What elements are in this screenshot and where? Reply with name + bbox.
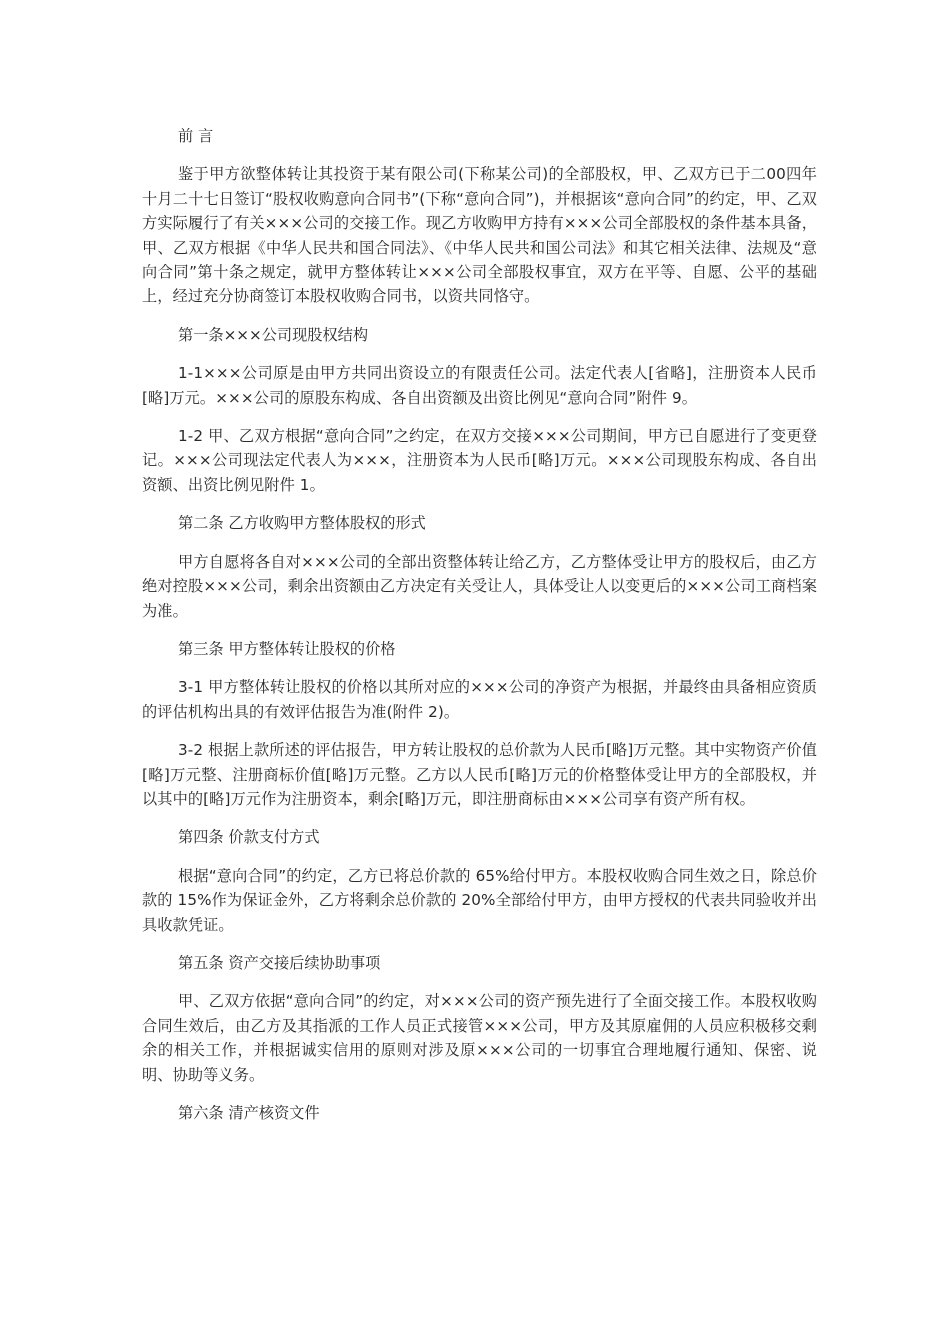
clause-1-1: 1-1×××公司原是由甲方共同出资设立的有限责任公司。法定代表人[省略]，注册资本人民币[略]万元。×××公司的原股东构成、各自出资额及出资比例见“意向合同”附件 9。 <box>142 364 817 407</box>
preface-title: 前 言 <box>178 127 214 145</box>
article-5-paragraph: 甲、乙双方依据“意向合同”的约定，对×××公司的资产预先进行了全面交接工作。本股权收购合同生效后，由乙方及其指派的工作人员正式接管×××公司，甲方及其原雇佣的人员应积极移交剩余的相关工作，并根据诚实信用的原则对涉及原×××公司的一切事宜合理地履行通知、保密、说明、协助等义务。 <box>142 992 817 1084</box>
clause-3-2: 3-2 根据上款所述的评估报告，甲方转让股权的总价款为人民币[略]万元整。其中实物资产价值[略]万元整、注册商标价值[略]万元整。乙方以人民币[略]万元的价格整体受让甲方的全部股权，并以其中的[略]万元作为注册资本，剩余[略]万元，即注册商标由×××公司享有资产所有权。 <box>142 741 817 808</box>
document-page <box>142 124 817 1139</box>
article-5-heading: 第五条 资产交接后续协助事项 <box>178 953 381 972</box>
article-3-heading: 第三条 甲方整体转让股权的价格 <box>178 639 396 658</box>
preamble-paragraph: 鉴于甲方欲整体转让其投资于某有限公司(下称某公司)的全部股权，甲、乙双方已于二00四年十月二十七日签订“股权收购意向合同书”(下称“意向合同”)，并根据该“意向合同”的约定，甲、乙双方实际履行了有关×××公司的交接工作。现乙方收购甲方持有×××公司全部股权的条件基本具备，甲、乙双方根据《中华人民共和国合同法》、《中华人民共和国公司法》和其它相关法律、法规及“意向合同”第十条之规定，就甲方整体转让×××公司全部股权事宜，双方在平等、自愿、公平的基础上，经过充分协商签订本股权收购合同书，以资共同恪守。 <box>142 165 817 306</box>
clause-1-2: 1-2 甲、乙双方根据“意向合同”之约定，在双方交接×××公司期间，甲方已自愿进行了变更登记。×××公司现法定代表人为×××，注册资本为人民币[略]万元。×××公司现股东构成、各自出资额、出资比例见附件 1。 <box>142 427 817 494</box>
article-6-heading: 第六条 清产核资文件 <box>178 1104 320 1122</box>
article-4-paragraph: 根据“意向合同”的约定，乙方已将总价款的 65%给付甲方。本股权收购合同生效之日，除总价款的 15%作为保证金外，乙方将剩余总价款的 20%全部给付甲方，由甲方授权的代表共同验收并出具收款凭证。 <box>142 866 817 934</box>
article-4-heading: 第四条 价款支付方式 <box>178 828 320 847</box>
article-1-heading: 第一条×××公司现股权结构 <box>178 325 369 344</box>
article-2-heading: 第二条 乙方收购甲方整体股权的形式 <box>178 514 426 533</box>
article-2-paragraph: 甲方自愿将各自对×××公司的全部出资整体转让给乙方，乙方整体受让甲方的股权后，由乙方绝对控股×××公司，剩余出资额由乙方决定有关受让人，具体受让人以变更后的×××公司工商档案为准。 <box>142 552 817 620</box>
clause-3-1: 3-1 甲方整体转让股权的价格以其所对应的×××公司的净资产为根据，并最终由具备相应资质的评估机构出具的有效评估报告为准(附件 2)。 <box>142 678 817 721</box>
